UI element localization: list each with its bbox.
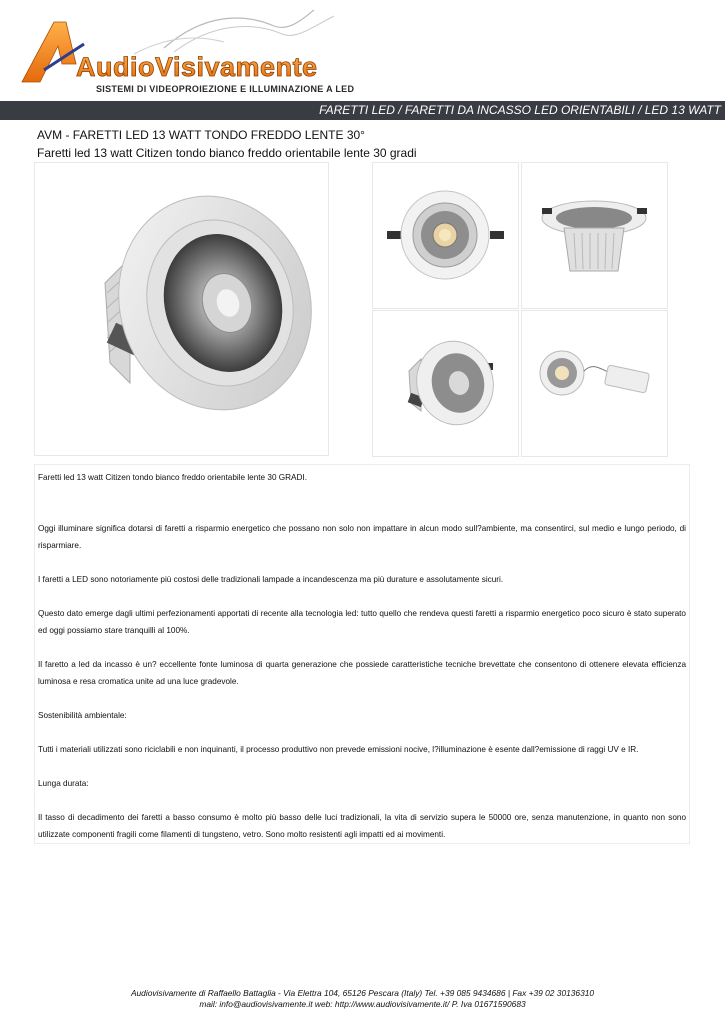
product-description: [34, 464, 690, 844]
description-paragraph: Tutti i materiali utilizzati sono riciclabili e non inquinanti, il processo produttivo non prevede emissioni nocive, l?illuminazione è esente dall?emissione di raggi UV e IR.: [38, 745, 639, 754]
page-footer: [0, 988, 725, 1010]
logo-brand-text: AudioVisivamente: [76, 52, 318, 82]
spotlight-illustration: [35, 163, 328, 455]
category-bar: [0, 101, 725, 120]
description-paragraph: Oggi illuminare significa dotarsi di faretti a risparmio energetico che possano non solo non impattare in alcun modo sull?ambiente, ma consentirci, sul medio e lungo periodo, di risparmiare.: [38, 524, 686, 550]
spotlight-angle-illustration: [373, 311, 518, 456]
description-paragraph: Questo dato emerge dagli ultimi perfezionamenti apportati di recente alla tecnologia led: tutto quello che rendeva questi faretti a risparmio energetico poco sicuro è stato superato ed oggi possiamo stare tranquilli al 100%.: [38, 609, 686, 635]
main-product-image[interactable]: [34, 162, 329, 456]
logo-tagline: SISTEMI DI VIDEOPROIEZIONE E ILLUMINAZIONE A LED: [96, 84, 355, 94]
description-paragraph: Il faretto a led da incasso è un? eccellente fonte luminosa di quarta generazione che possiede caratteristiche tecniche brevettate che consentono di ottenere elevata efficienza luminosa e resa cromatica unite ad una luce gradevole.: [38, 660, 686, 686]
breadcrumb[interactable]: FARETTI LED / FARETTI DA INCASSO LED ORIENTABILI / LED 13 WATT: [319, 103, 721, 117]
thumbnail-side-view[interactable]: [521, 162, 668, 309]
spotlight-driver-illustration: [522, 311, 667, 456]
description-heading: Lunga durata:: [38, 779, 89, 788]
description-paragraph: Il tasso di decadimento dei faretti a basso consumo è molto più basso delle luci tradizionali, la vita di servizio supera le 50000 ore, senza manutenzione, in quanto non sono utilizzate componenti fragili come filamenti di tungsteno, vetro. Sono molto resistenti agli impatti ed ai movimenti.: [38, 813, 686, 839]
product-subtitle: Faretti led 13 watt Citizen tondo bianco freddo orientabile lente 30 gradi: [37, 146, 417, 160]
description-paragraph: Faretti led 13 watt Citizen tondo bianco freddo orientabile lente 30 GRADI.: [38, 473, 307, 482]
description-heading: Sostenibilità ambientale:: [38, 711, 127, 720]
thumbnail-with-driver[interactable]: [521, 310, 668, 457]
spotlight-side-illustration: [522, 163, 667, 308]
footer-contacts[interactable]: mail: info@audiovisivamente.it web: http://www.audiovisivamente.it/ P. Iva 01671590683: [199, 999, 526, 1009]
description-paragraph: I faretti a LED sono notoriamente più costosi delle tradizionali lampade a incandescenza ma più durature e assolutamente sicuri.: [38, 575, 504, 584]
page-title: AVM - FARETTI LED 13 WATT TONDO FREDDO LENTE 30°: [37, 128, 365, 142]
thumbnail-front-view[interactable]: [372, 162, 519, 309]
spotlight-front-illustration: [373, 163, 518, 308]
thumbnail-angle-view[interactable]: [372, 310, 519, 457]
footer-address: Audiovisivamente di Raffaello Battaglia - Via Elettra 104, 65126 Pescara (Italy) Tel. +39 085 9434686 | Fax +39 02 30136310: [130, 988, 595, 998]
